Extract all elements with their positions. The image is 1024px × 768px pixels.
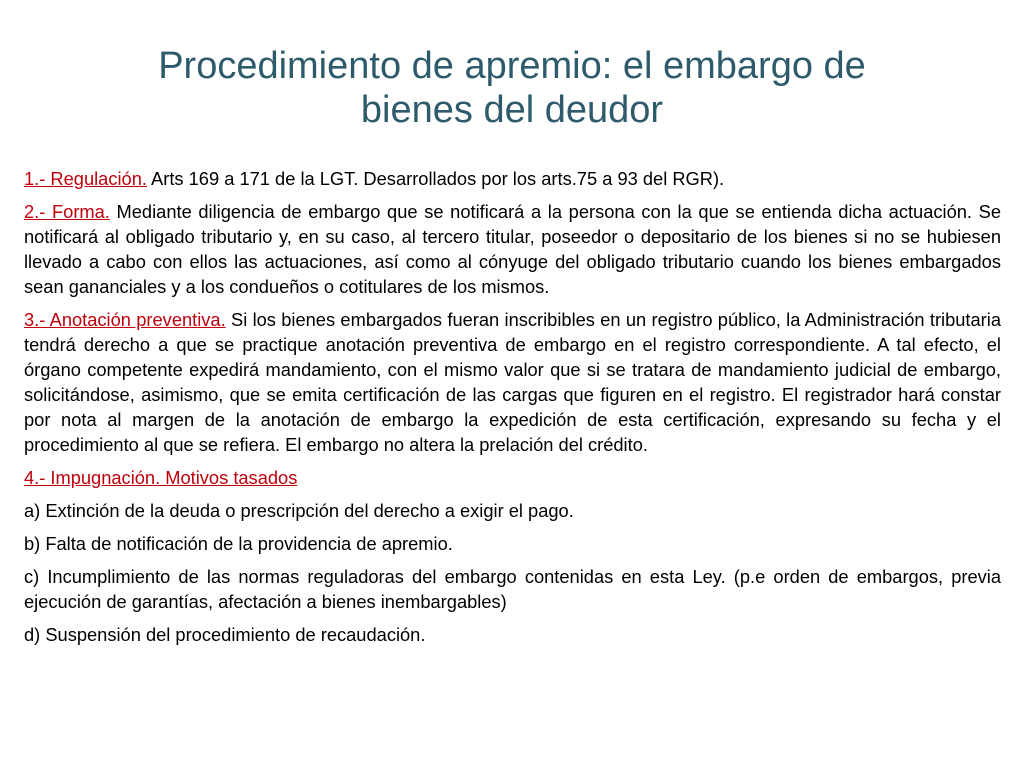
list-item: c) Incumplimiento de las normas reguladoras del embargo contenidas en esta Ley. (p.e orden de embargos, previa ejecución de garantías, afectación a bienes inembargables): [24, 566, 1001, 612]
title-line-1: Procedimiento de apremio: el embargo de: [158, 45, 866, 87]
section-anotacion: [24, 307, 1001, 457]
section-text: Si los bienes embargados fueran inscribibles en un registro público, la Administración tributaria tendrá derecho a que se practique anotación preventiva de embargo en el registro correspondiente. A tal efecto, el órgano competente expedirá mandamiento, con el mismo valor que si se tratara de mandamiento judicial de embargo, solicitándose, asimismo, que se emita certificación de las cargas que figuren en el registro. El registrador hará constar por nota al margen de la anotación de embargo la expedición de esta certificación, expresando su fecha y el procedimiento al que se refiera. El embargo no altera la prelación del crédito.: [24, 309, 1001, 455]
section-label: 3.- Anotación preventiva.: [24, 309, 226, 330]
title-line-2: bienes del deudor: [360, 89, 664, 131]
section-impugnacion-heading: [24, 465, 1001, 490]
section-forma: [24, 199, 1001, 299]
slide-body: [24, 166, 1001, 655]
section-label: 1.- Regulación.: [24, 168, 147, 189]
section-label: 4.- Impugnación. Motivos tasados: [24, 467, 298, 488]
section-regulacion: [24, 166, 1001, 191]
section-text: Mediante diligencia de embargo que se notificará a la persona con la que se entienda dicha actuación. Se notificará al obligado tributario y, en su caso, al tercero titular, poseedor o depositario de los bienes si no se hubiesen llevado a cabo con ellos las actuaciones, así como al cónyuge del obligado tributario cuando los bienes embargados sean gananciales y a los condueños o cotitulares de los mismos.: [24, 201, 1002, 297]
section-text: Arts 169 a 171 de la LGT. Desarrollados por los arts.75 a 93 del RGR).: [146, 168, 725, 189]
list-item: b) Falta de notificación de la providencia de apremio.: [24, 533, 453, 554]
slide-title: [60, 44, 964, 132]
list-item: d) Suspensión del procedimiento de recaudación.: [24, 624, 426, 645]
section-label: 2.- Forma.: [24, 201, 110, 222]
list-item: a) Extinción de la deuda o prescripción del derecho a exigir el pago.: [24, 500, 574, 521]
